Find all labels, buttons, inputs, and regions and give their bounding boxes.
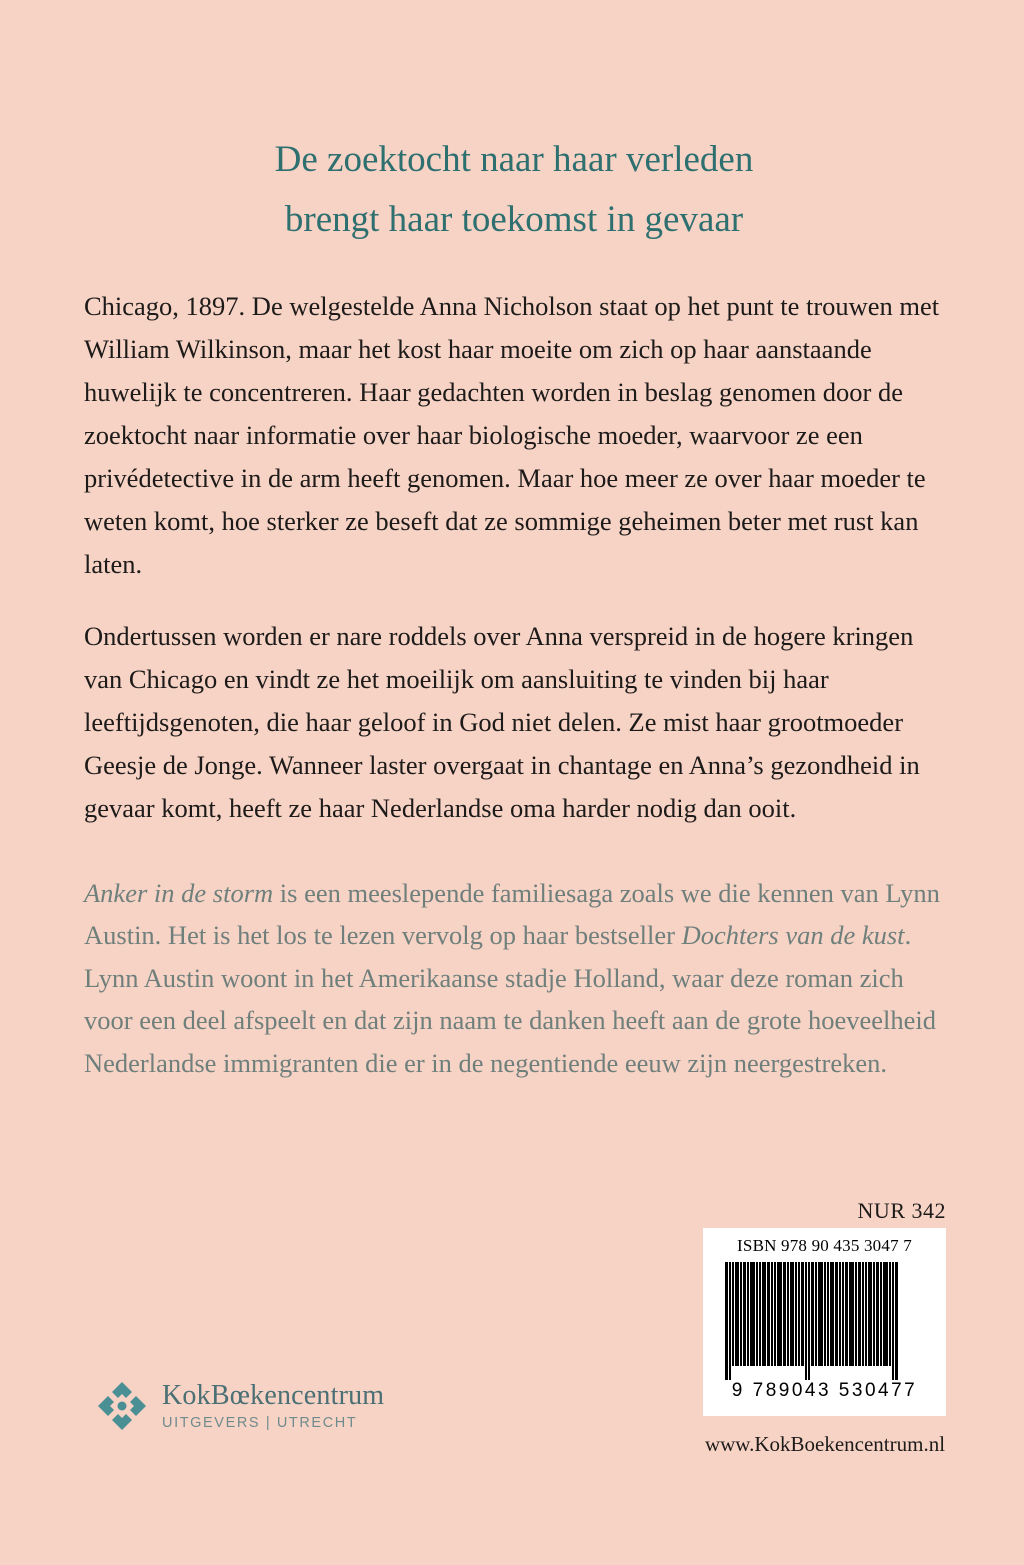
publisher-text-block: [162, 1381, 384, 1430]
barcode-bars: [725, 1262, 925, 1380]
nur-code: NUR 342: [857, 1198, 946, 1223]
tagline: [84, 130, 944, 250]
tagline-line-1: De zoektocht naar haar verleden: [274, 139, 754, 180]
publisher-subtitle: UITGEVERS | UTRECHT: [162, 1414, 358, 1431]
author-note-paragraph: [84, 872, 950, 1084]
book-title-italic: Anker in de storm: [84, 878, 274, 908]
barcode-number-text: 9 789043 530477: [731, 1380, 918, 1401]
tagline-line-2: brengt haar toekomst in gevaar: [284, 198, 744, 240]
isbn-text: ISBN 978 90 435 3047 7: [737, 1236, 912, 1255]
blurb: [84, 285, 942, 830]
publisher-name: KokBœkencentrum: [162, 1380, 385, 1412]
author-note: [84, 872, 950, 1084]
author-note-segment-1: is een meeslepende familiesaga zoals we die kennen van Lynn Austin. Het is het los te lezen vervolg op haar bestseller: [84, 878, 940, 951]
publisher-website[interactable]: www.KokBoekencentrum.nl: [704, 1432, 946, 1456]
barcode-block: [703, 1228, 946, 1416]
blurb-paragraph-2: Ondertussen worden er nare roddels over Anna verspreid in de hogere kringen van Chicago en vindt ze het moeilijk om aansluiting te vinden bij haar leeftijdsgenoten, die haar geloof in God niet delen. Ze mist haar grootmoeder Geesje de Jonge. Wanneer laster overgaat in chantage en Anna’s gezondheid in gevaar komt, heeft ze haar Nederlandse oma harder nodig dan ooit.: [84, 621, 920, 824]
publisher-logo: [94, 1378, 384, 1434]
previous-book-title-italic: Dochters van de kust: [681, 920, 905, 951]
publisher-logo-icon: [94, 1378, 150, 1434]
blurb-paragraph-1: Chicago, 1897. De welgestelde Anna Nicholson staat op het punt te trouwen met William Wilkinson, maar het kost haar moeite om zich op haar aanstaande huwelijk te concentreren. Haar gedachten worden in beslag genomen door de zoektocht naar informatie over haar biologische moeder, waarvoor ze een privédetective in de arm heeft genomen. Maar hoe meer ze over haar moeder te weten komt, hoe sterker ze beseft dat ze sommige geheimen beter met rust kan laten.: [84, 291, 940, 579]
author-note-segment-2: . Lynn Austin woont in het Amerikaanse stadje Holland, waar deze roman zich voor een deel afspeelt en dat zijn naam te danken heeft aan de grote hoeveelheid Nederlandse immigranten die er in de negentiende eeuw zijn neergestreken.: [84, 920, 937, 1078]
